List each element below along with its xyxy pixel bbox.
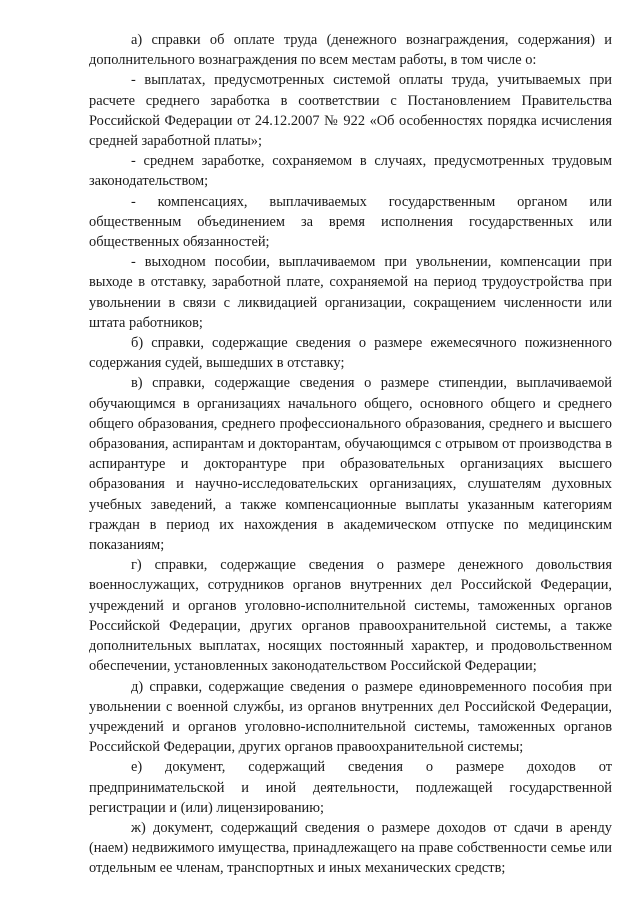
document-page <box>89 30 612 879</box>
paragraph-a: а) справки об оплате труда (денежного вознаграждения, содержания) и дополнительного вознаграждения по всем местам работы, в том числе о: <box>89 32 612 69</box>
paragraph-a-item-1: - выплатах, предусмотренных системой оплаты труда, учитываемых при расчете среднего заработка в соответствии с Постановлением Правительства Российской Федерации от 24.12.2007 № 922 «Об особенностях порядка исчисления средней заработной платы»; <box>89 72 612 150</box>
paragraph-g: г) справки, содержащие сведения о размере денежного довольствия военнослужащих, сотрудников органов внутренних дел Российской Федерации, учреждений и органов уголовно-исполнительной системы, таможенных органов Российской Федерации, других органов правоохранительной системы, а также дополнительных выплатах, носящих постоянный характер, и продовольственном обеспечении, установленных законодательством Российской Федерации; <box>89 557 612 675</box>
paragraph-b: б) справки, содержащие сведения о размере ежемесячного пожизненного содержания судей, вышедших в отставку; <box>89 335 612 372</box>
paragraph-a-item-3: - компенсациях, выплачиваемых государственным органом или общественным объединением за время исполнения государственных или общественных обязанностей; <box>89 193 612 251</box>
paragraph-d: д) справки, содержащие сведения о размере единовременного пособия при увольнении с военной службы, из органов внутренних дел Российской Федерации, учреждений и органов уголовно-исполнительной системы, таможенных органов Российской Федерации, других органов правоохранительной системы; <box>89 678 612 756</box>
paragraph-zh: ж) документ, содержащий сведения о размере доходов от сдачи в аренду (наем) недвижимого имущества, принадлежащего на праве собственности семье или отдельным ее членам, транспортных и иных механических средств; <box>89 819 612 877</box>
paragraph-v: в) справки, содержащие сведения о размере стипендии, выплачиваемой обучающимся в организациях начального общего, основного общего и среднего общего образования, среднего профессионального образования, среднего и высшего образования, аспирантам и докторантам, обучающимся с отрывом от производства в аспирантуре и докторантуре при образовательных организациях высшего образования и научно-исследовательских организациях, слушателям духовных учебных заведений, а также компенсационные выплаты указанным категориям граждан в период их нахождения в академическом отпуске по медицинским показаниям; <box>89 375 612 554</box>
paragraph-e: е) документ, содержащий сведения о размере доходов от предпринимательской и иной деятельности, подлежащей государственной регистрации и (или) лицензированию; <box>89 759 612 816</box>
paragraph-a-item-2: - среднем заработке, сохраняемом в случаях, предусмотренных трудовым законодательством; <box>89 153 612 190</box>
paragraph-a-item-4: - выходном пособии, выплачиваемом при увольнении, компенсации при выходе в отставку, заработной плате, сохраняемой на период трудоустройства при увольнении в связи с ликвидацией организации, сокращением численности или штата работников; <box>89 254 612 331</box>
